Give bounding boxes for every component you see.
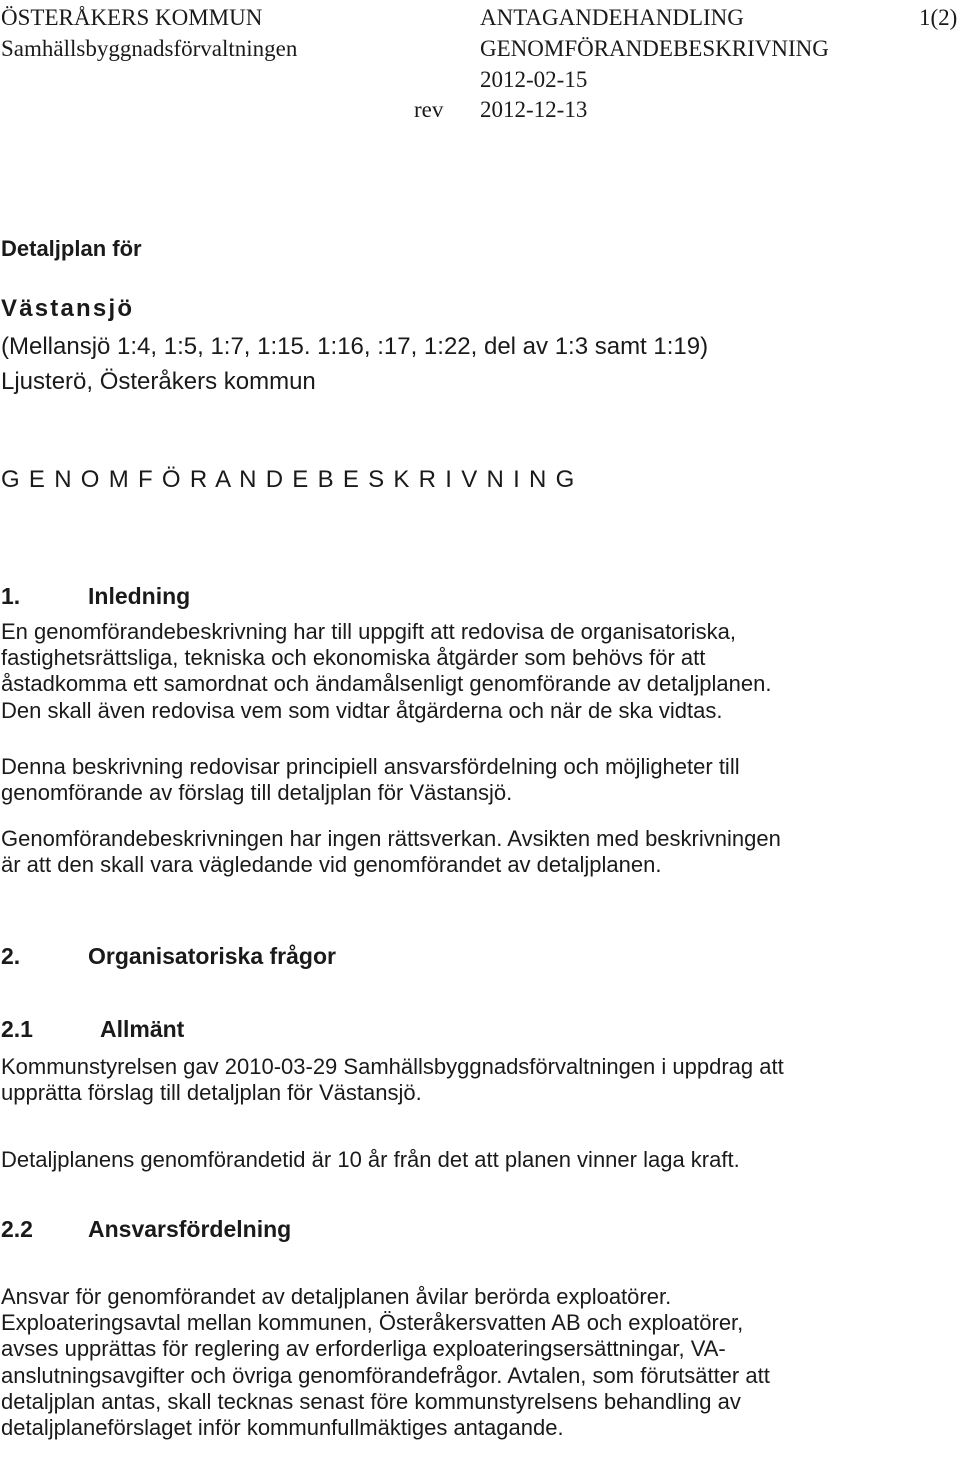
document-status: ANTAGANDEHANDLING [480, 5, 744, 30]
document-type: GENOMFÖRANDEBESKRIVNING [480, 36, 829, 61]
plan-subtitle-properties: (Mellansjö 1:4, 1:5, 1:7, 1:15. 1:16, :17, 1:22, del av 1:3 samt 1:19) [1, 333, 709, 360]
plan-title: Västansjö [1, 295, 135, 322]
revision-date: 2012-12-13 [480, 97, 588, 122]
section-title: Organisatoriska frågor [88, 943, 336, 969]
municipality-name: ÖSTERÅKERS KOMMUN [1, 5, 263, 30]
text-line: Den skall även redovisa vem som vidtar åtgärderna och när de ska vidtas. [1, 697, 723, 723]
section-1-paragraph-3 [1, 826, 781, 878]
text-line: är att den skall vara vägledande vid genomförandet av detaljplanen. [1, 852, 662, 878]
text-line: avses upprättas för reglering av erforderliga exploateringsersättningar, VA- [1, 1336, 726, 1362]
section-number: 2. [1, 943, 21, 969]
text-line: anslutningsavgifter och övriga genomförandefrågor. Avtalen, som förutsätter att [1, 1362, 770, 1388]
section-2-1-paragraph-2 [1, 1147, 740, 1173]
section-2-1-paragraph-1 [1, 1054, 784, 1106]
page-number: 1(2) [919, 5, 958, 30]
text-line: fastighetsrättsliga, tekniska och ekonomiska åtgärder som behövs för att [1, 645, 706, 671]
section-title: Ansvarsfördelning [88, 1216, 292, 1242]
text-line: Kommunstyrelsen gav 2010-03-29 Samhällsbyggnadsförvaltningen i uppdrag att [1, 1054, 784, 1079]
plan-label: Detaljplan för [1, 236, 142, 261]
text-line: Denna beskrivning redovisar principiell ansvarsfördelning och möjligheter till [1, 754, 740, 779]
text-line: En genomförandebeskrivning har till uppgift att redovisa de organisatoriska, [1, 619, 736, 644]
text-line: åstadkomma ett samordnat och ändamålsenligt genomförande av detaljplanen. [1, 671, 772, 697]
text-line: Exploateringsavtal mellan kommunen, Österåkersvatten AB och exploatörer, [1, 1310, 744, 1336]
section-number: 2.1 [1, 1016, 33, 1042]
department-name: Samhällsbyggnadsförvaltningen [1, 36, 298, 61]
text-line: genomförande av förslag till detaljplan för Västansjö. [1, 780, 513, 806]
section-number: 1. [1, 583, 21, 609]
text-line: Detaljplanens genomförandetid är 10 år från det att planen vinner laga kraft. [1, 1147, 740, 1172]
plan-subtitle-location: Ljusterö, Österåkers kommun [1, 368, 316, 395]
text-line: Ansvar för genomförandet av detaljplanen åvilar berörda exploatörer. [1, 1284, 672, 1309]
section-1-paragraph-2 [1, 754, 740, 806]
text-line: Genomförandebeskrivningen har ingen rättsverkan. Avsikten med beskrivningen [1, 826, 781, 851]
section-1-paragraph-1 [1, 619, 771, 724]
document-date: 2012-02-15 [480, 67, 588, 92]
section-number: 2.2 [1, 1216, 33, 1242]
text-line: upprätta förslag till detaljplan för Västansjö. [1, 1080, 422, 1106]
text-line: detaljplaneförslaget inför kommunfullmäktiges antagande. [1, 1415, 564, 1441]
text-line: detaljplan antas, skall tecknas senast före kommunstyrelsens behandling av [1, 1388, 741, 1414]
section-2-2-paragraph-1 [1, 1284, 770, 1441]
document-title: G E N O M F Ö R A N D E B E S K R I V N I N G [1, 466, 575, 493]
section-title: Inledning [88, 583, 191, 609]
revision-label: rev [414, 97, 444, 122]
section-title: Allmänt [100, 1016, 185, 1042]
